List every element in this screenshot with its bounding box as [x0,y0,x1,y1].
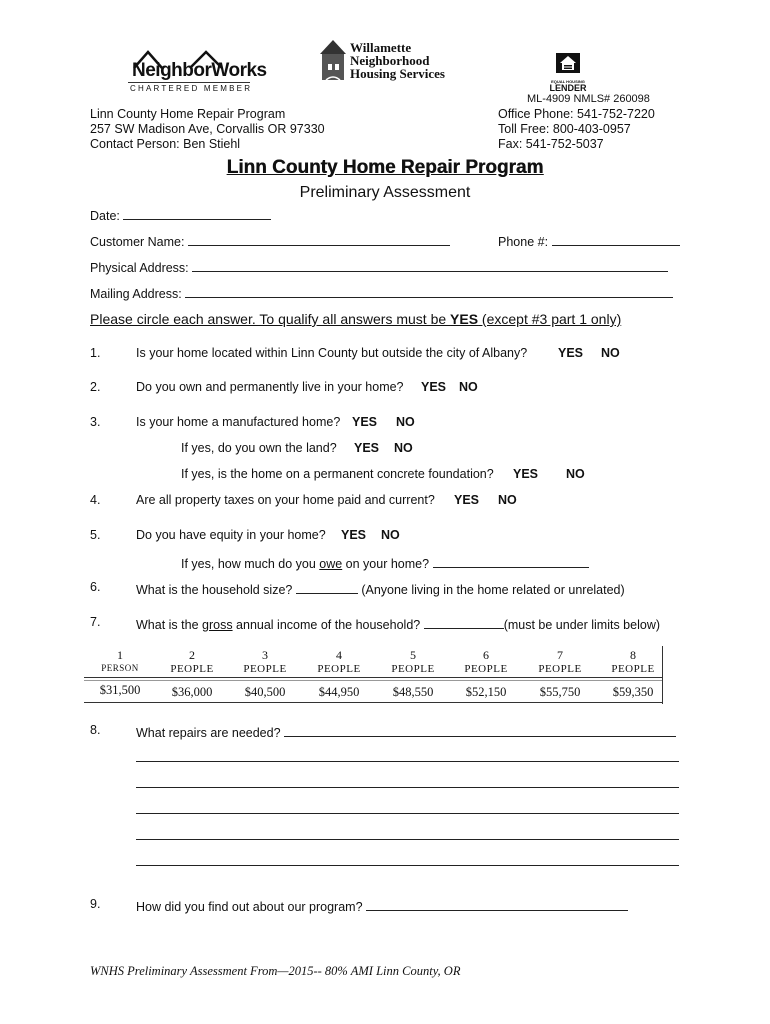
household-size: 7 [557,648,563,662]
footer-note: WNHS Preliminary Assessment From—2015-- 80% AMI Linn County, OR [90,964,461,978]
question-number: 8. [90,723,101,737]
referral-source-blank[interactable] [366,897,628,911]
question-text [136,897,628,915]
household-size: 1 [117,648,123,662]
repairs-blank-3[interactable] [136,787,679,788]
yes-option[interactable]: YES [558,346,584,360]
equal-housing-logo [548,52,588,92]
question-number: 5. [90,528,101,542]
income-limit: $36,000 [171,685,213,699]
instruction-pre: Please circle each answer. To qualify all answers must be [90,311,451,327]
instruction-post: (except #3 part 1 only) [478,311,622,327]
mailing-address-field[interactable] [90,284,673,302]
text-main: What is the household size? [136,583,293,597]
program-name: Linn County Home Repair Program [90,107,286,121]
size-label: PEOPLE [464,663,508,675]
table-col-8 [597,648,669,700]
physical-address-field[interactable] [90,258,668,276]
no-option[interactable]: NO [459,380,478,394]
instruction-yes: YES [450,311,479,327]
license-number: ML-4909 NMLS# 260098 [527,93,650,105]
date-label: Date: [90,209,120,223]
neighborworks-logo [128,46,267,96]
question-text [136,615,660,633]
table-col-3 [229,648,301,700]
date-field[interactable] [90,206,271,224]
question-number: 6. [90,580,101,594]
table-col-7 [524,648,596,700]
yes-option[interactable]: YES [341,528,367,542]
question-number: 2. [90,380,101,394]
text-underlined: gross [202,618,233,632]
wnhs-line3: Housing Services [350,66,445,81]
toll-free: Toll Free: 800-403-0957 [498,122,631,136]
question-text: Do you own and permanently live in your home? [136,380,404,394]
neighborworks-tagline: CHARTERED MEMBER [130,84,253,93]
yes-option[interactable]: YES [354,441,380,455]
date-blank[interactable] [123,206,271,220]
no-option[interactable]: NO [601,346,620,360]
table-col-2 [156,648,228,700]
contact-person: Contact Person: Ben Stiehl [90,137,241,151]
question-text: Is your home located within Linn County but outside the city of Albany? [136,346,528,360]
question-text [136,723,676,741]
yes-option[interactable]: YES [513,467,539,481]
no-option[interactable]: NO [396,415,415,429]
household-size: 2 [189,648,195,662]
question-text: If yes, do you own the land? [181,441,337,455]
income-limit: $44,950 [318,685,360,699]
question-number: 1. [90,346,101,360]
size-label: PEOPLE [317,663,361,675]
repairs-blank-4[interactable] [136,813,679,814]
phone-blank[interactable] [552,232,680,246]
no-option[interactable]: NO [498,493,517,507]
equal-housing-icon [555,52,581,74]
income-limits-table [84,646,664,704]
text-pre: What is the [136,618,202,632]
wnhs-line1: Willamette [350,40,412,55]
program-address-block [90,107,325,152]
repairs-blank-6[interactable] [136,865,679,866]
income-limit: $31,500 [99,683,141,697]
table-col-5 [377,648,449,700]
gross-income-blank[interactable] [424,615,504,629]
neighborworks-divider [128,82,250,83]
table-col-1 [84,648,156,698]
income-limit: $59,350 [612,685,654,699]
yes-option[interactable]: YES [421,380,447,394]
equal-housing-big: LENDER [549,83,587,93]
text-underlined: owe [319,557,343,571]
mailing-address-blank[interactable] [185,284,673,298]
household-size: 3 [262,648,268,662]
question-number: 7. [90,615,101,629]
repairs-blank-1[interactable] [284,723,676,737]
customer-name-label: Customer Name: [90,235,185,249]
instruction [90,311,621,327]
phone-block [498,107,655,152]
income-limit: $52,150 [465,685,507,699]
question-text: If yes, is the home on a permanent concrete foundation? [181,467,494,481]
text-note: (must be under limits below) [503,618,661,632]
household-size: 5 [410,648,416,662]
size-label: PERSON [101,663,139,673]
text-post: on your home? [342,557,430,571]
size-label: PEOPLE [243,663,287,675]
customer-name-field[interactable] [90,232,450,250]
neighborworks-name: NeighborWorks [132,60,267,81]
wnhs-line2: Neighborhood [350,53,430,68]
question-text [136,580,625,598]
table-col-4 [303,648,375,700]
house-icon [318,38,348,82]
question-number: 9. [90,897,101,911]
text-main: How did you find out about our program? [136,900,363,914]
equal-housing-small: EQUAL HOUSING [551,79,585,84]
owe-amount-blank[interactable] [433,554,589,568]
phone-field[interactable] [498,232,680,250]
physical-address-blank[interactable] [192,258,668,272]
question-text [181,554,589,572]
physical-address-label: Physical Address: [90,261,189,275]
table-row-bottom [84,702,662,703]
household-size: 8 [630,648,636,662]
size-label: PEOPLE [170,663,214,675]
mailing-address-label: Mailing Address: [90,287,182,301]
customer-name-blank[interactable] [188,232,450,246]
fax: Fax: 541-752-5037 [498,137,604,151]
household-size-blank[interactable] [296,580,358,594]
page-title: Linn County Home Repair Program [226,157,544,178]
text-post: annual income of the household? [232,618,421,632]
household-size: 4 [336,648,342,662]
question-number: 3. [90,415,101,429]
yes-option[interactable]: YES [352,415,378,429]
income-limit: $55,750 [539,685,581,699]
no-option[interactable]: NO [566,467,585,481]
yes-option[interactable]: YES [454,493,480,507]
text-note: (Anyone living in the home related or unrelated) [361,583,625,597]
text-pre: If yes, how much do you [181,557,320,571]
wnhs-logo [318,38,448,94]
size-label: PEOPLE [538,663,582,675]
question-text: Are all property taxes on your home paid and current? [136,493,435,507]
question-text: Do you have equity in your home? [136,528,326,542]
income-limit: $48,550 [392,685,434,699]
size-label: PEOPLE [391,663,435,675]
office-phone: Office Phone: 541-752-7220 [498,107,655,121]
income-limit: $40,500 [244,685,286,699]
no-option[interactable]: NO [381,528,400,542]
question-number: 4. [90,493,101,507]
repairs-blank-5[interactable] [136,839,679,840]
no-option[interactable]: NO [394,441,413,455]
table-col-6 [450,648,522,700]
repairs-blank-2[interactable] [136,761,679,762]
household-size: 6 [483,648,489,662]
program-address: 257 SW Madison Ave, Corvallis OR 97330 [90,122,325,136]
page-subtitle: Preliminary Assessment [299,184,471,201]
question-text: Is your home a manufactured home? [136,415,341,429]
size-label: PEOPLE [611,663,655,675]
phone-label: Phone #: [498,235,549,249]
text-main: What repairs are needed? [136,726,281,740]
